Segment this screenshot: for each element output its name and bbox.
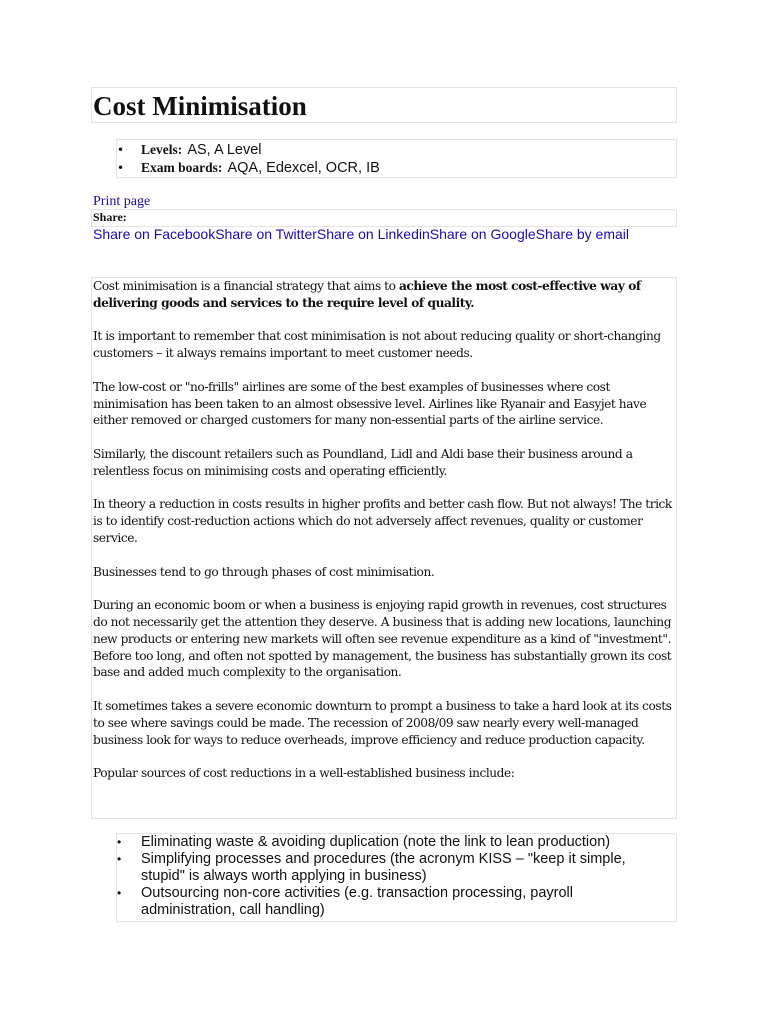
- share-facebook-link[interactable]: Share on Facebook: [93, 226, 216, 242]
- paragraph: During an economic boom or when a business is enjoying rapid growth in revenues, cost structures do not necessarily get the attention they deserve. A business that is adding new locations, launching new products or entering new markets will often see revenue expenditure as a kind of "investment". Before too long, and often not spotted by management, the business has substantially grown its cost base and added much complexity to the organisation.: [93, 598, 672, 680]
- print-page-link[interactable]: Print page: [93, 194, 151, 209]
- paragraph: Similarly, the discount retailers such as Poundland, Lidl and Aldi base their business around a relentless focus on minimising costs and operating efficiently.: [93, 446, 633, 478]
- share-links: [93, 226, 668, 242]
- list-item: [116, 885, 656, 919]
- share-google-link[interactable]: Share on Google: [429, 226, 536, 242]
- bullet-icon: •: [117, 886, 122, 900]
- meta-value: AQA, Edexcel, OCR, IB: [227, 160, 380, 176]
- paragraph: [93, 278, 679, 312]
- bullet-icon: •: [117, 852, 122, 866]
- share-email-link[interactable]: Share by email: [535, 226, 630, 242]
- paragraph: In theory a reduction in costs results in higher profits and better cash flow. But not always! The trick is to identify cost-reduction actions which do not adversely affect revenues, quality or customer service.: [93, 497, 672, 545]
- meta-key: Levels:: [141, 142, 183, 157]
- meta-value: AS, A Level: [187, 142, 262, 158]
- article-body: [93, 278, 679, 799]
- share-linkedin-link[interactable]: Share on Linkedin: [316, 226, 430, 242]
- paragraph: It sometimes takes a severe economic downturn to prompt a business to take a hard look at its costs to see where savings could be made. The recession of 2008/09 saw nearly every well-managed business look for ways to reduce overheads, improve efficiency and reduce production capacity.: [93, 698, 672, 747]
- share-label: Share:: [93, 210, 127, 224]
- list-item: [116, 834, 656, 851]
- cost-reduction-sources-list: [116, 834, 656, 919]
- list-item: [116, 851, 656, 885]
- bullet-icon: •: [117, 161, 125, 175]
- paragraph: It is important to remember that cost minimisation is not about reducing quality or short-changing customers – it always remains important to meet customer needs.: [93, 329, 661, 361]
- paragraph: The low-cost or "no-frills" airlines are some of the best examples of businesses where cost minimisation has been taken to an almost obsessive level. Airlines like Ryanair and Easyjet have either removed or charged customers for many non-essential parts of the airline service.: [93, 379, 647, 428]
- share-twitter-link[interactable]: Share on Twitter: [215, 226, 317, 242]
- list-item-text: Eliminating waste & avoiding duplication (note the link to lean production): [141, 834, 611, 850]
- meta-key: Exam boards:: [141, 160, 223, 175]
- bullet-icon: •: [117, 143, 125, 157]
- meta-item-exam-boards: [116, 158, 380, 176]
- paragraph-text: Cost minimisation is a financial strategy that aims to: [93, 279, 399, 293]
- paragraph: Businesses tend to go through phases of cost minimisation.: [93, 564, 435, 579]
- list-item-text: Simplifying processes and procedures (the acronym KISS – "keep it simple, stupid" is always worth applying in business): [141, 851, 626, 884]
- meta-list: [116, 140, 380, 176]
- meta-item-levels: [116, 140, 380, 158]
- paragraph: Popular sources of cost reductions in a well-established business include:: [93, 766, 515, 781]
- page-title: Cost Minimisation: [93, 91, 307, 121]
- bullet-icon: •: [117, 835, 122, 849]
- list-item-text: Outsourcing non-core activities (e.g. transaction processing, payroll administration, call handling): [141, 885, 573, 918]
- paragraph-emphasis: achieve the most cost-effective way of delivering goods and services to the require level of quality.: [93, 279, 641, 310]
- share-frame: [91, 209, 677, 227]
